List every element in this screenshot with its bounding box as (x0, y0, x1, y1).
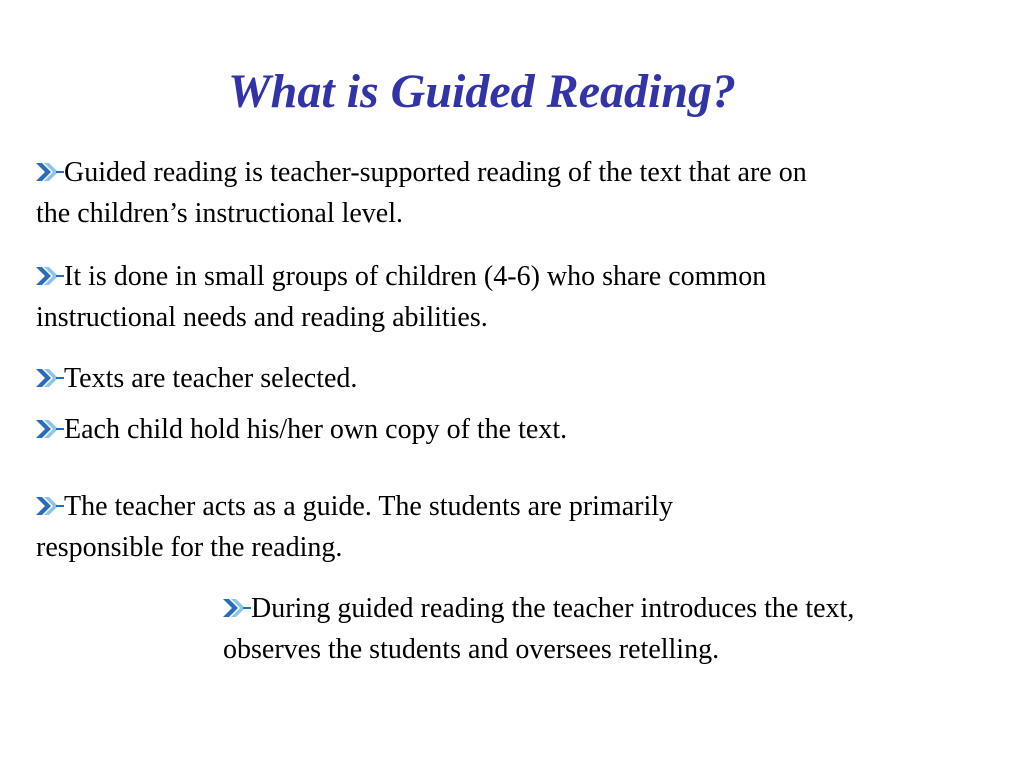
chevron-arrow-icon (36, 495, 64, 517)
bullet-item (36, 409, 826, 450)
chevron-arrow-icon (36, 161, 64, 183)
chevron-arrow-icon (36, 418, 64, 440)
bullet-text: Guided reading is teacher-supported reading of the text that are on the children’s instructional level. (36, 157, 807, 229)
chevron-arrow-icon (223, 597, 251, 619)
chevron-arrow-icon (36, 265, 64, 287)
bullet-item (36, 358, 826, 399)
bullet-text: Each child hold his/her own copy of the text. (64, 414, 568, 445)
bullet-text: Texts are teacher selected. (64, 363, 358, 394)
slide-title: What is Guided Reading? (227, 65, 737, 118)
bullet-item (223, 588, 953, 670)
chevron-arrow-icon (36, 367, 64, 389)
bullet-item (36, 152, 826, 234)
bullet-text: The teacher acts as a guide. The students are primarily responsible for the reading. (36, 491, 674, 563)
bullet-text: During guided reading the teacher introduces the text, observes the students and oversees retelling. (223, 593, 855, 665)
bullet-item (36, 256, 826, 338)
bullet-item (36, 486, 696, 568)
bullet-text: It is done in small groups of children (4-6) who share common instructional needs and reading abilities. (36, 261, 767, 333)
